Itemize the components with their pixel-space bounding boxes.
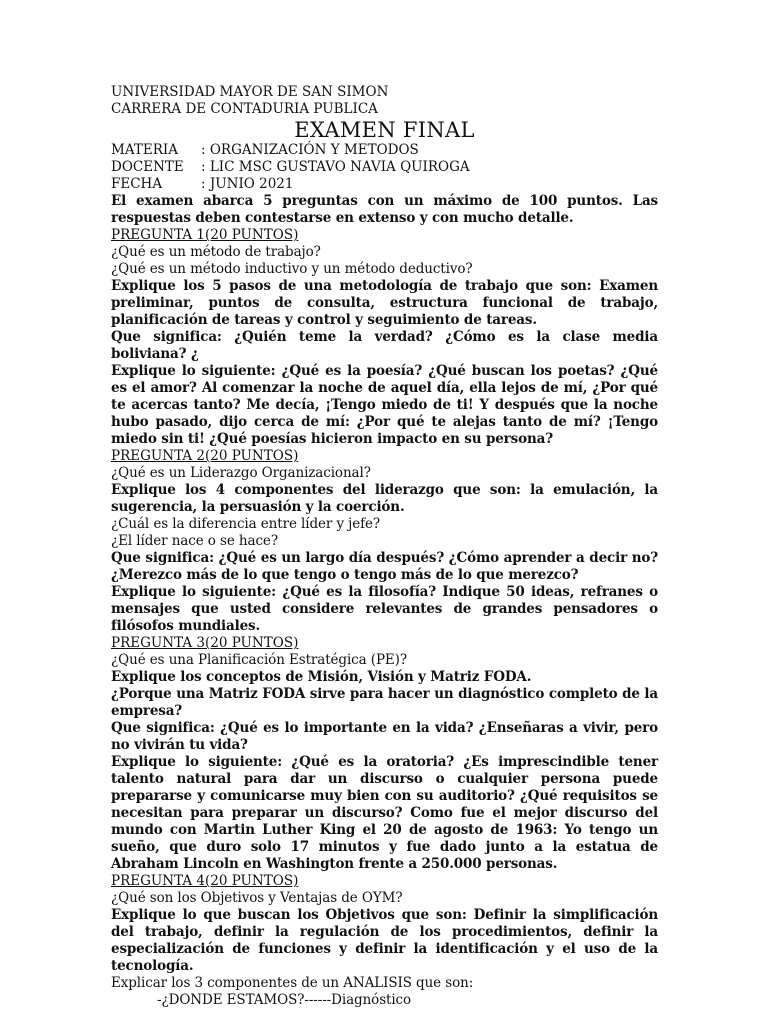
question-item: ¿Cuál es la diferencia entre líder y jefe? — [111, 516, 381, 532]
question-item: Que significa: ¿Quién teme la verdad? ¿Cómo es la clase media boliviana? ¿ — [111, 329, 658, 362]
question-item: ¿Qué son los Objetivos y Ventajas de OYM? — [111, 890, 403, 906]
meta-value: : ORGANIZACIÓN Y METODOS — [201, 142, 419, 158]
meta-label: DOCENTE — [111, 159, 184, 175]
question-item: ¿El líder nace o se hace? — [111, 533, 278, 549]
question-item: Que significa: ¿Qué es un largo día después? ¿Cómo aprender a decir no? ¿Merezco más de lo que tengo o tengo más de lo que merezco? — [111, 550, 658, 583]
question-item: Explique lo siguiente: ¿Qué es la oratoria? ¿Es imprescindible tener talento natural para dar un discurso o cualquier persona puede prepararse y comunicarse muy bien con su auditorio? ¿Qué requisitos se necesitan para preparar un discurso? Como fue el mejor discurso del mundo con Martin Luther King el 20 de agosto de 1963: Yo tengo un sueño, que duro solo 17 minutos y fue dado junto a la estatua de Abraham Lincoln en Washington frente a 250.000 personas. — [111, 754, 658, 872]
question-item: ¿Qué es un método de trabajo? — [111, 244, 321, 260]
meta-label: FECHA — [111, 176, 163, 192]
university-name: UNIVERSIDAD MAYOR DE SAN SIMON — [111, 84, 389, 100]
meta-value: : JUNIO 2021 — [201, 176, 294, 192]
question-item: Explicar los 3 componentes de un ANALISIS que son: — [111, 975, 474, 991]
section-heading-2: PREGUNTA 2(20 PUNTOS) — [111, 448, 299, 464]
career-name: CARRERA DE CONTADURIA PUBLICA — [111, 101, 378, 117]
meta-fecha — [111, 176, 658, 193]
question-item: ¿Qué es un Liderazgo Organizacional? — [111, 465, 371, 481]
meta-value: : LIC MSC GUSTAVO NAVIA QUIROGA — [201, 159, 470, 175]
question-item: ¿Qué es un método inductivo y un método deductivo? — [111, 261, 473, 277]
question-item: Explique lo siguiente: ¿Qué es la filosofía? Indique 50 ideas, refranes o mensajes que usted considere relevantes de grandes pensadores o filósofos mundiales. — [111, 584, 658, 634]
question-item: -¿DONDE ESTAMOS?------Diagnóstico — [157, 992, 412, 1008]
exam-document — [111, 84, 658, 1009]
question-item: Explique lo que buscan los Objetivos que son: Definir la simplificación del trabajo, definir la regulación de los procedimientos, definir la especialización de funciones y definir la identificación y el uso de la tecnología. — [111, 907, 658, 974]
meta-materia — [111, 142, 658, 159]
meta-docente — [111, 159, 658, 176]
section-heading-1: PREGUNTA 1(20 PUNTOS) — [111, 227, 299, 243]
question-item: Que significa: ¿Qué es lo importante en la vida? ¿Enseñaras a vivir, pero no vivirán tu vida? — [111, 720, 658, 753]
question-item: Explique los 5 pasos de una metodología de trabajo que son: Examen preliminar, puntos de consulta, estructura funcional de trabajo, planificación de tareas y control y seguimiento de tareas. — [111, 278, 658, 328]
exam-intro: El examen abarca 5 preguntas con un máximo de 100 puntos. Las respuestas deben contestarse en extenso y con mucho detalle. — [111, 193, 658, 226]
question-item: ¿Qué es una Planificación Estratégica (PE)? — [111, 652, 407, 668]
section-heading-3: PREGUNTA 3(20 PUNTOS) — [111, 635, 299, 651]
question-item: Explique los conceptos de Misión, Visión y Matriz FODA. — [111, 669, 532, 685]
question-item: ¿Porque una Matriz FODA sirve para hacer un diagnóstico completo de la empresa? — [111, 686, 658, 719]
question-item: Explique lo siguiente: ¿Qué es la poesía? ¿Qué buscan los poetas? ¿Qué es el amor? Al comenzar la noche de aquel día, ella lejos de mí, ¿Por qué te acercas tanto? Me decía, ¡Tengo miedo de ti! Y después que la noche hubo pasado, dijo cerca de mí: ¿Por qué te alejas tanto de mí? ¡Tengo miedo sin ti! ¿Qué poesías hicieron impacto en su persona? — [111, 363, 658, 447]
meta-label: MATERIA — [111, 142, 178, 158]
question-item: Explique los 4 componentes del liderazgo que son: la emulación, la sugerencia, la persuasión y la coerción. — [111, 482, 658, 515]
section-heading-4: PREGUNTA 4(20 PUNTOS) — [111, 873, 299, 889]
exam-title: EXAMEN FINAL — [294, 118, 475, 142]
